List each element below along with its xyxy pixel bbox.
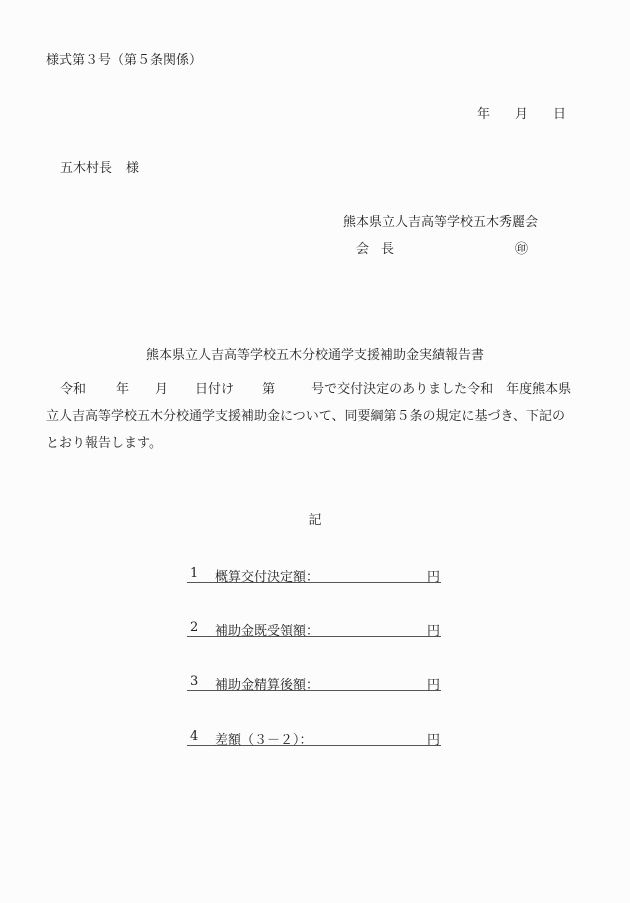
body-paragraph <box>46 376 586 457</box>
number-prefix: 第 <box>262 382 276 397</box>
day-suffix: 日付け <box>195 382 235 397</box>
day-label: 日 <box>553 107 567 122</box>
item-number: 3 <box>190 674 199 689</box>
sender-representative <box>356 242 529 257</box>
body-line-2: 立人吉高等学校五木分校通学支援補助金について、同要綱第５条の規定に基づき、下記の <box>46 409 565 424</box>
item-unit: 円 <box>426 678 440 693</box>
form-number: 様式第３号（第５条関係） <box>46 53 203 68</box>
sender-organization: 熊本県立人吉高等学校五木秀麗会 <box>343 215 539 230</box>
month-label: 月 <box>515 107 529 122</box>
body-line-3: とおり報告します。 <box>46 436 162 451</box>
item-estimated-grant <box>187 562 441 583</box>
item-unit: 円 <box>426 733 440 748</box>
item-label: 差額（３－２）： <box>215 733 313 748</box>
year-label: 年 <box>116 382 130 397</box>
title-char-2: 長 <box>381 242 395 257</box>
item-settled-amount <box>187 670 441 691</box>
item-unit: 円 <box>426 570 440 585</box>
month-label: 月 <box>155 382 169 397</box>
addressee-name: 五木村長 <box>60 161 113 176</box>
item-label: 概算交付決定額： <box>215 570 320 585</box>
addressee <box>60 162 139 175</box>
item-number: 2 <box>190 620 199 635</box>
era-label: 令和 <box>60 382 87 397</box>
item-received-amount <box>187 616 441 637</box>
seal-icon: ㊞ <box>515 242 529 257</box>
item-unit: 円 <box>426 624 440 639</box>
year-label: 年 <box>477 107 491 122</box>
item-difference <box>187 725 441 746</box>
item-number: 4 <box>190 729 199 744</box>
body-line-1 <box>46 376 586 403</box>
item-label: 補助金精算後額： <box>215 678 320 693</box>
document-title: 熊本県立人吉高等学校五木分校通学支援補助金実績報告書 <box>145 348 484 363</box>
item-label: 補助金既受領額： <box>215 624 320 639</box>
addressee-honorific: 様 <box>126 161 140 176</box>
ki-heading: 記 <box>308 513 322 528</box>
date-line <box>477 108 566 121</box>
body-line-1-rest: 号で交付決定のありました令和 年度熊本県 <box>311 382 572 397</box>
title-char-1: 会 <box>356 242 370 257</box>
item-number: 1 <box>190 566 199 581</box>
